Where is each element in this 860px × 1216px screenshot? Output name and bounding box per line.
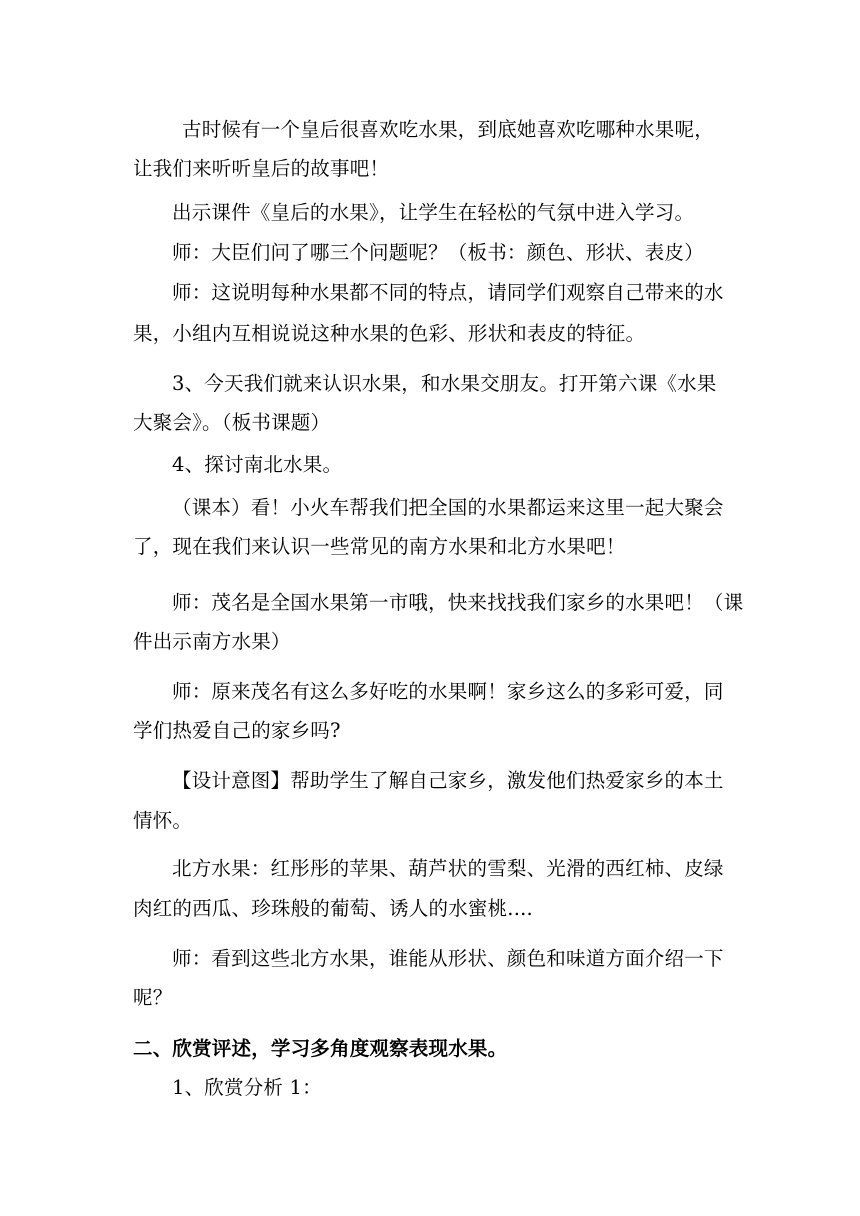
paragraph-line: 了，现在我们来认识一些常见的南方水果和北方水果吧！ bbox=[133, 535, 626, 558]
paragraph-line: 呢？ bbox=[133, 986, 173, 1009]
paragraph-line: 师：看到这些北方水果，谁能从形状、颜色和味道方面介绍一下 bbox=[172, 947, 724, 970]
paragraph-line: 师：茂名是全国水果第一市哦，快来找找我们家乡的水果吧！（课 bbox=[172, 591, 744, 614]
paragraph-line: 师：大臣们问了哪三个问题呢？（板书：颜色、形状、表皮） bbox=[172, 241, 704, 264]
paragraph-line: 师：原来茂名有这么多好吃的水果啊！家乡这么的多彩可爱，同 bbox=[172, 680, 724, 703]
paragraph-line: 件出示南方水果） bbox=[133, 630, 291, 653]
paragraph-line: 1、欣赏分析 1： bbox=[172, 1076, 322, 1099]
paragraph-line: 学们热爱自己的家乡吗? bbox=[133, 719, 341, 742]
paragraph-line: 让我们来听听皇后的故事吧！ bbox=[133, 157, 390, 180]
paragraph-line: 大聚会》。（板书课题） bbox=[133, 411, 331, 434]
paragraph-line: 古时候有一个皇后很喜欢吃水果，到底她喜欢吃哪种水果呢， bbox=[182, 118, 714, 141]
paragraph-line: 【设计意图】帮助学生了解自己家乡，激发他们热爱家乡的本土 bbox=[172, 769, 724, 792]
paragraph-line: 师：这说明每种水果都不同的特点，请同学们观察自己带来的水 bbox=[172, 281, 724, 304]
paragraph-line: 果，小组内互相说说这种水果的色彩、形状和表皮的特征。 bbox=[133, 322, 646, 345]
paragraph-line: 3、今天我们就来认识水果，和水果交朋友。打开第六课《水果 bbox=[172, 372, 717, 395]
paragraph-line: （课本）看！小火车帮我们把全国的水果都运来这里一起大聚会 bbox=[172, 496, 724, 519]
paragraph-line: 情怀。 bbox=[133, 809, 193, 832]
paragraph-line: 肉红的西瓜、珍珠般的葡萄、诱人的水蜜桃.... bbox=[133, 897, 533, 920]
paragraph-line: 出示课件《皇后的水果》，让学生在轻松的气氛中进入学习。 bbox=[172, 201, 695, 224]
paragraph-line: 4、探讨南北水果。 bbox=[172, 453, 343, 476]
paragraph-line: 北方水果：红彤彤的苹果、葫芦状的雪梨、光滑的西红柿、皮绿 bbox=[172, 857, 724, 880]
section-heading: 二、欣赏评述，学习多角度观察表现水果。 bbox=[133, 1037, 508, 1060]
